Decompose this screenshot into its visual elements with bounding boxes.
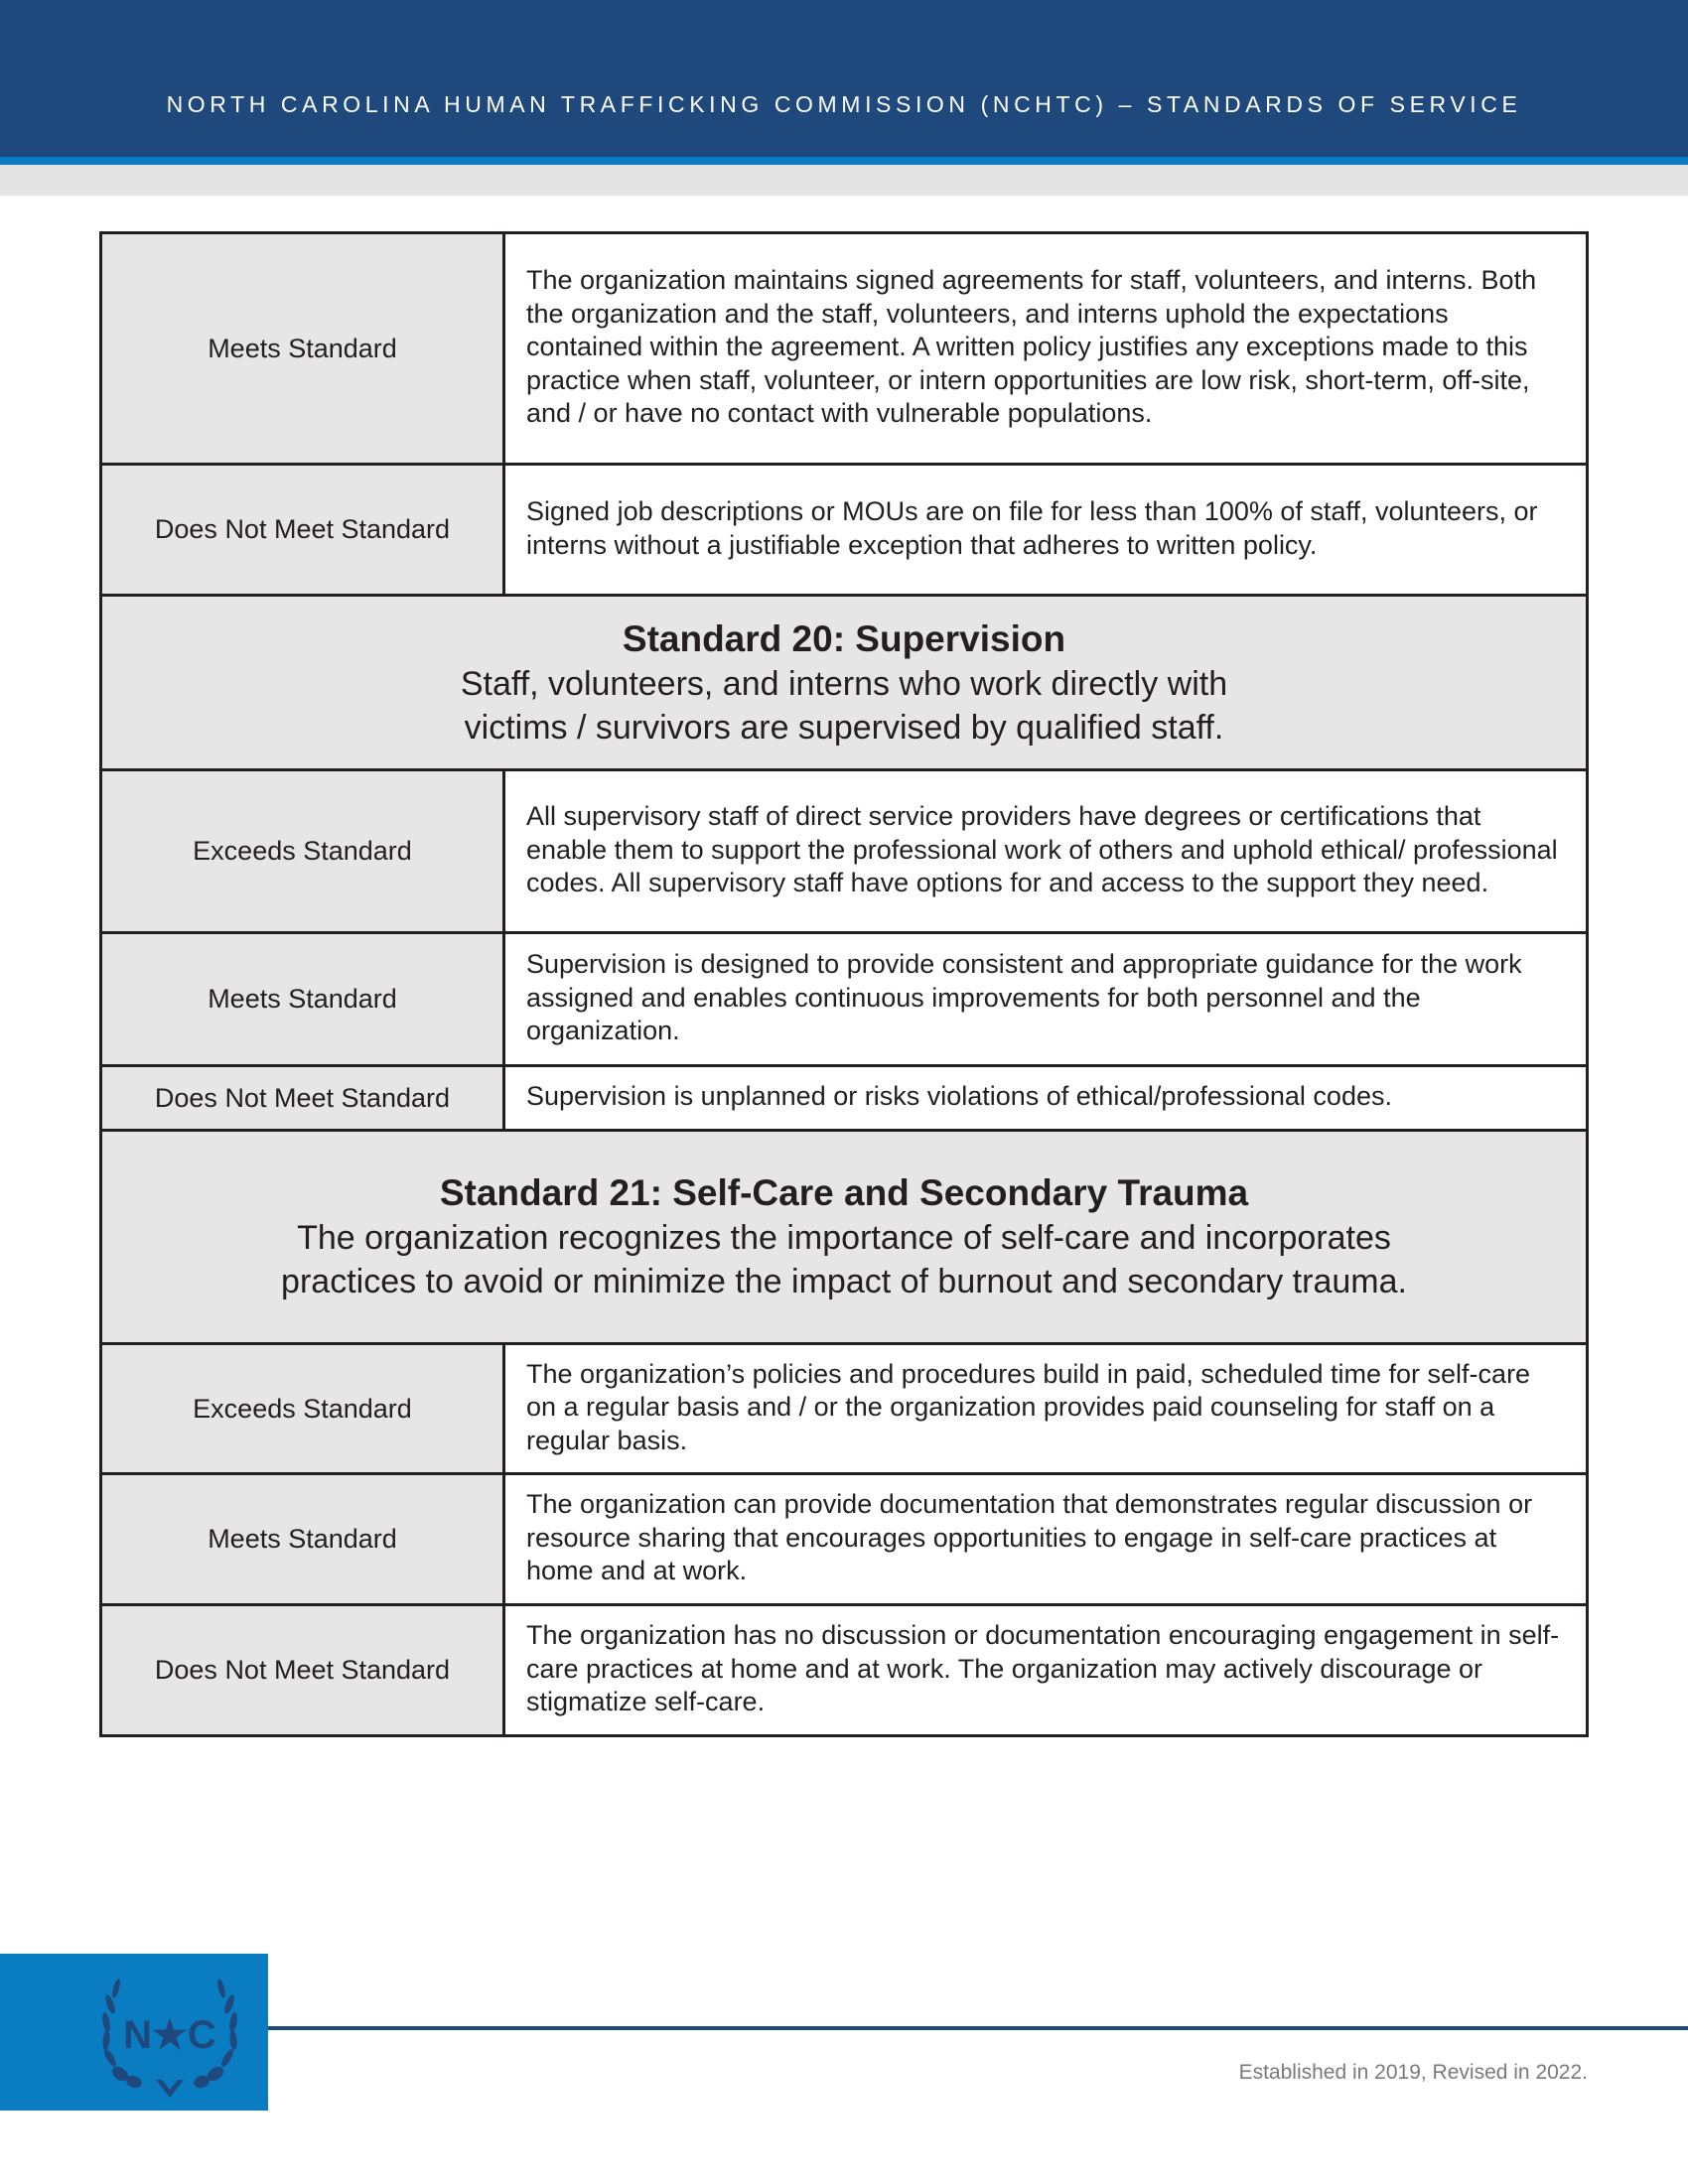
rating-description: The organization’s policies and procedures build in paid, scheduled time for self-care on a regular basis and / or the organization provides paid counseling for staff on a regular basis. [504, 1344, 1588, 1474]
header-accent-stripe [0, 157, 1688, 165]
rating-label: Does Not Meet Standard [101, 1066, 504, 1131]
table-row [101, 465, 1588, 596]
rating-description: Supervision is unplanned or risks violations of ethical/professional codes. [504, 1066, 1588, 1131]
rating-label: Meets Standard [101, 933, 504, 1066]
standard-header-row [101, 1131, 1588, 1344]
rating-description: The organization has no discussion or documentation encouraging engagement in self-care practices at home and at work. The organization may actively discourage or stigmatize self-care. [504, 1605, 1588, 1736]
standard-header-row [101, 596, 1588, 770]
nc-laurel-logo-icon [94, 1971, 253, 2100]
rating-label: Meets Standard [101, 233, 504, 465]
rating-description: The organization maintains signed agreements for staff, volunteers, and interns. Both the organization and the staff, volunteers, and interns uphold the expectations contained within the agreement. A written policy justifies any exceptions made to this practice when staff, volunteer, or intern opportunities are low risk, short-term, off-site, and / or have no contact with vulnerable populations. [504, 233, 1588, 465]
table-row [101, 770, 1588, 933]
standard-subtitle-line: The organization recognizes the importance of self-care and incorporates [297, 1219, 1391, 1257]
standard-subtitle-line: practices to avoid or minimize the impact of burnout and secondary trauma. [281, 1263, 1407, 1300]
document-title: NORTH CAROLINA HUMAN TRAFFICKING COMMISSION (NCHTC) – STANDARDS OF SERVICE [166, 91, 1522, 117]
header-gray-band [0, 165, 1688, 196]
table-row [101, 233, 1588, 465]
table-row [101, 1344, 1588, 1474]
table-row [101, 1605, 1588, 1736]
rating-label: Does Not Meet Standard [101, 465, 504, 596]
standard-header [101, 596, 1588, 770]
rating-description: Supervision is designed to provide consistent and appropriate guidance for the work assigned and enables continuous improvements for both personnel and the organization. [504, 933, 1588, 1066]
footer-rule [268, 2026, 1688, 2030]
table-row [101, 1474, 1588, 1605]
rating-description: The organization can provide documentation that demonstrates regular discussion or resource sharing that encourages opportunities to engage in self-care practices at home and at work. [504, 1474, 1588, 1605]
rating-label: Meets Standard [101, 1474, 504, 1605]
rating-label: Does Not Meet Standard [101, 1605, 504, 1736]
standard-header [101, 1131, 1588, 1344]
table-row [101, 933, 1588, 1066]
footer-established-text: Established in 2019, Revised in 2022. [1238, 2061, 1588, 2084]
logo-letters: N★C [123, 2013, 216, 2057]
rating-description: All supervisory staff of direct service providers have degrees or certifications that enable them to support the professional work of others and uphold ethical/ professional codes. All supervisory staff have options for and access to the support they need. [504, 770, 1588, 933]
table-row [101, 1066, 1588, 1131]
rating-description: Signed job descriptions or MOUs are on file for less than 100% of staff, volunteers, or interns without a justifiable exception that adheres to written policy. [504, 465, 1588, 596]
standard-subtitle-line: Staff, volunteers, and interns who work directly with [460, 664, 1228, 703]
page-header-bar [0, 0, 1688, 157]
rating-label: Exceeds Standard [101, 1344, 504, 1474]
standard-subtitle-line: victims / survivors are supervised by qualified staff. [464, 708, 1224, 747]
standards-table [99, 231, 1589, 1737]
standard-title: Standard 21: Self-Care and Secondary Trauma [439, 1172, 1249, 1213]
rating-label: Exceeds Standard [101, 770, 504, 933]
standard-title: Standard 20: Supervision [622, 617, 1066, 659]
